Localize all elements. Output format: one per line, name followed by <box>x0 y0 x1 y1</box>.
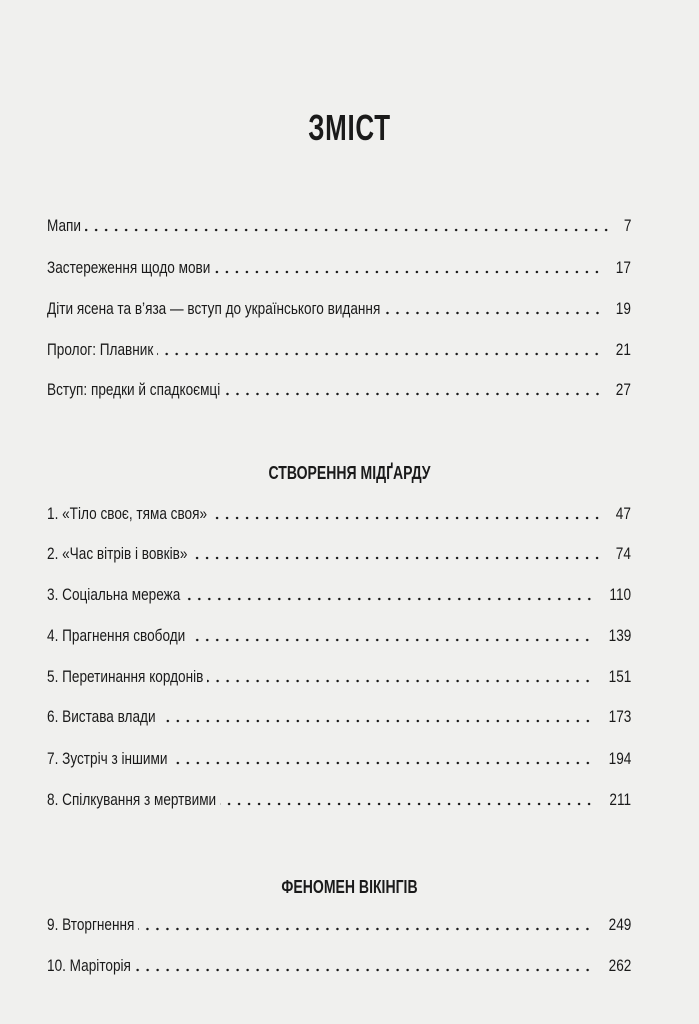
dot-leader <box>211 515 602 521</box>
toc-entry[interactable] <box>47 213 631 237</box>
dot-leader <box>172 760 593 766</box>
toc-entry-title: 6. Вистава влади <box>47 707 156 726</box>
toc-entry-page: 151 <box>608 667 631 686</box>
toc-entry-page: 110 <box>609 585 631 604</box>
toc-entry[interactable] <box>47 787 631 811</box>
toc-entry-title: 4. Прагнення свободи <box>47 626 186 645</box>
toc-entry-page: 47 <box>615 504 631 523</box>
dot-leader <box>85 227 611 233</box>
toc-entry-page: 19 <box>615 299 631 318</box>
dot-leader <box>189 637 592 643</box>
toc-entry[interactable] <box>47 501 631 525</box>
toc-entry-title-wrap <box>47 625 185 647</box>
toc-entry-page: 194 <box>608 749 631 768</box>
dot-leader <box>160 718 593 724</box>
toc-entry-title: 5. Перетинання кордонів <box>47 667 204 686</box>
dot-leader <box>135 967 593 973</box>
dot-leader <box>185 596 594 602</box>
toc-entry[interactable] <box>47 704 631 728</box>
toc-entry-title: 10. Маріторія <box>47 956 131 975</box>
toc-entry-page: 17 <box>615 258 631 277</box>
toc-entry-title-wrap <box>47 215 81 237</box>
toc-entry-title-wrap <box>47 748 168 770</box>
toc-entry-title-wrap <box>47 543 187 565</box>
toc-entry-title: 1. «Тіло своє, тяма своя» <box>47 504 208 523</box>
toc-entry-title: Діти ясена та в’яза — вступ до українського видання <box>47 299 381 318</box>
toc-entry-page: 262 <box>608 956 631 975</box>
toc-entry-page: 27 <box>615 380 631 399</box>
dot-leader <box>157 351 602 357</box>
toc-entry-title: 2. «Час вітрів і вовків» <box>47 544 188 563</box>
toc-entry[interactable] <box>47 255 631 279</box>
dot-leader <box>225 391 602 397</box>
toc-entry-title-wrap <box>47 789 216 811</box>
toc-entry[interactable] <box>47 296 631 320</box>
toc-entry-page: 139 <box>608 626 631 645</box>
toc-entry-title-wrap <box>47 955 131 977</box>
toc-entry-page: 173 <box>608 707 631 726</box>
toc-entry[interactable] <box>47 912 631 936</box>
dot-leader <box>138 926 592 932</box>
toc-entry-title: Вступ: предки й спадкоємці <box>47 380 221 399</box>
toc-entry-page: 21 <box>615 340 631 359</box>
toc-entry[interactable] <box>47 377 631 401</box>
toc-entry-title-wrap <box>47 584 181 606</box>
toc-entry-title-wrap <box>47 379 221 401</box>
section-heading: СТВОРЕННЯ МІДҐАРДУ <box>268 463 431 483</box>
toc-entry[interactable] <box>47 746 631 770</box>
toc-entry-title-wrap <box>47 914 134 936</box>
toc-entry-title-wrap <box>47 666 203 688</box>
toc-entry-title: 9. Вторгнення <box>47 915 135 934</box>
toc-entry[interactable] <box>47 623 631 647</box>
dot-leader <box>191 555 602 561</box>
toc-entry-title-wrap <box>47 503 207 525</box>
toc-entry-page: 7 <box>623 216 631 235</box>
page-title: ЗМІСТ <box>308 107 391 148</box>
toc-entry-title: 3. Соціальна мережа <box>47 585 181 604</box>
section-heading: ФЕНОМЕН ВІКІНГІВ <box>281 877 418 897</box>
toc-entry[interactable] <box>47 953 631 977</box>
dot-leader <box>220 801 594 807</box>
dot-leader <box>214 269 602 275</box>
toc-entry-page: 74 <box>615 544 631 563</box>
toc-entry-title: Застереження щодо мови <box>47 258 211 277</box>
toc-entry-title-wrap <box>47 298 381 320</box>
toc-entry-title: 7. Зустріч з іншими <box>47 749 168 768</box>
toc-entry-title: 8. Спілкування з мертвими <box>47 790 217 809</box>
toc-entry-page: 249 <box>608 915 631 934</box>
toc-entry-title-wrap <box>47 339 153 361</box>
dot-leader <box>207 678 593 684</box>
dot-leader <box>385 310 602 316</box>
toc-entry-page: 211 <box>609 790 631 809</box>
toc-entry[interactable] <box>47 541 631 565</box>
toc-entry[interactable] <box>47 582 631 606</box>
toc-entry-title-wrap <box>47 257 210 279</box>
toc-entry[interactable] <box>47 337 631 361</box>
toc-entry-title: Мапи <box>47 216 82 235</box>
toc-entry-title-wrap <box>47 706 156 728</box>
toc-entry-title: Пролог: Плавник <box>47 340 154 359</box>
toc-entry[interactable] <box>47 664 631 688</box>
